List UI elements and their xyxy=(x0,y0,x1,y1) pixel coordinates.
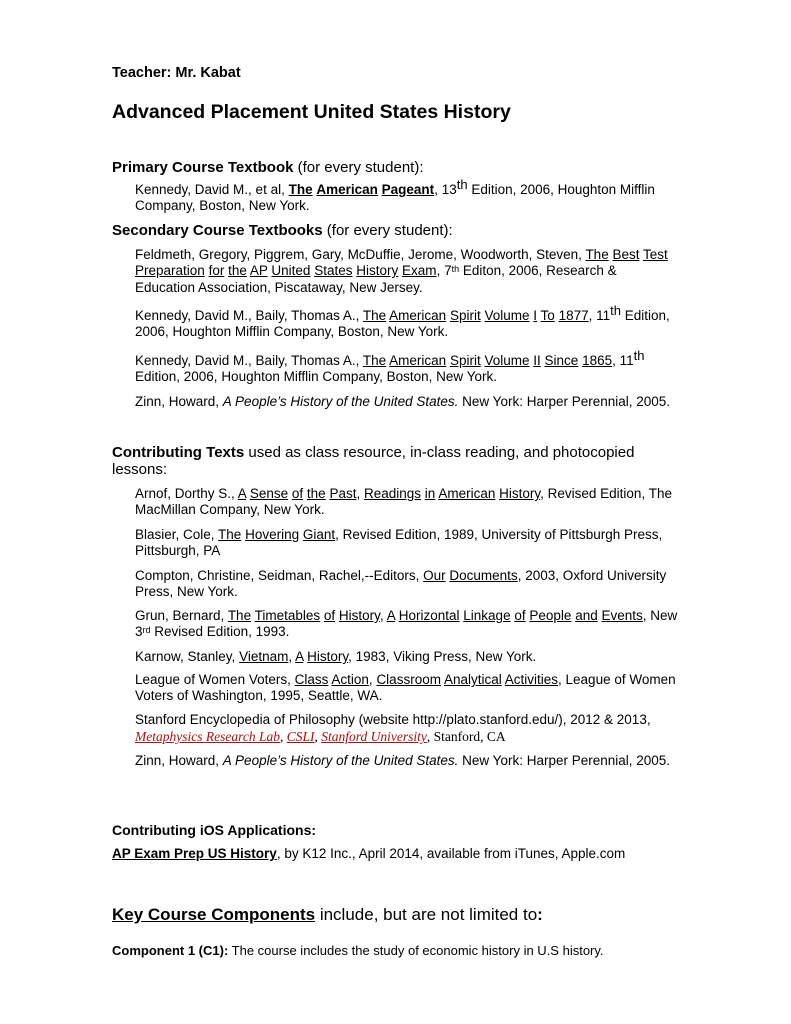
contributing-entry-6-line2: Voters of Washington, 1995, Seattle, WA. xyxy=(135,688,383,703)
primary-heading-note: (for every student): xyxy=(293,159,424,176)
contributing-heading-label: Contributing Texts xyxy=(112,444,245,461)
contributing-entry-3-line2: Press, New York. xyxy=(135,584,238,599)
title-word: United xyxy=(271,263,311,278)
contributing-entry-7-line2 xyxy=(135,729,506,745)
title-word: American xyxy=(316,182,378,197)
text: Compton, Christine, Seidman, Rachel,--Editors, xyxy=(135,568,424,583)
superscript: th xyxy=(633,348,645,363)
contributing-entry-2 xyxy=(135,527,662,543)
secondary-heading xyxy=(112,222,453,240)
text: , League of Women xyxy=(558,672,676,687)
title-word: Best xyxy=(612,247,640,262)
title-word: People xyxy=(529,608,572,623)
metaphysics-research-lab-link[interactable]: Metaphysics Research Lab xyxy=(135,729,280,744)
title-word: Readings xyxy=(363,486,422,501)
title-word: 1877 xyxy=(558,308,589,323)
title-word: The xyxy=(227,608,252,623)
title-word: the xyxy=(228,263,247,278)
title-word: Action xyxy=(331,672,369,687)
title-word: American xyxy=(389,308,447,323)
text: New York: Harper Perennial, 2005. xyxy=(458,753,671,768)
contributing-heading-note: used as class resource, in-class reading, and photocopied xyxy=(244,444,635,461)
title-word: History xyxy=(356,263,399,278)
title-word: The xyxy=(585,247,609,262)
contributing-entry-1: Arnof, Dorthy S., A Sense of the Past, Readings in American History, Revised Edition, The xyxy=(135,486,672,501)
components-heading-label: Key Course Components xyxy=(112,905,316,924)
title-word: Volume xyxy=(484,308,530,323)
title-word: of xyxy=(323,608,336,623)
text: , Stanford, CA xyxy=(426,729,506,744)
contributing-heading xyxy=(112,444,634,462)
primary-entry-1 xyxy=(135,177,655,198)
text: , 11 xyxy=(588,308,611,323)
title-word: Sense xyxy=(249,486,289,501)
text: Edition, xyxy=(620,308,670,323)
title-word: States xyxy=(314,263,353,278)
ios-entry xyxy=(112,846,625,862)
text: Grun, Bernard, xyxy=(135,608,228,623)
title-word: A xyxy=(237,486,247,501)
contributing-entry-2-line2: Pittsburgh, PA xyxy=(135,543,221,558)
title-word: To xyxy=(540,308,555,323)
contributing-heading-line2: lessons: xyxy=(112,461,168,478)
text: 3 xyxy=(135,624,143,639)
text: Arnof, Dorthy S., xyxy=(135,486,238,501)
text: Zinn, Howard, xyxy=(135,753,223,768)
contributing-entry-1-line2: MacMillan Company, New York. xyxy=(135,502,325,517)
title-word: Hovering xyxy=(245,527,300,542)
contributing-entry-4-line2 xyxy=(135,624,289,640)
secondary-entry-2 xyxy=(135,303,670,324)
secondary-entry-1 xyxy=(135,247,668,263)
text: , Revised Edition, 1989, University of Pittsburgh Press, xyxy=(335,527,663,542)
text: Kennedy, David M., et al, xyxy=(135,182,289,197)
text: , Revised Edition, The xyxy=(540,486,672,501)
text: include, but are not limited to xyxy=(315,905,538,924)
text: Kennedy, David M., Baily, Thomas A., xyxy=(135,308,363,323)
title-word: American xyxy=(438,486,496,501)
title-word: Spirit xyxy=(449,353,481,368)
title-word: Events xyxy=(601,608,643,623)
text: Zinn, Howard, xyxy=(135,394,223,409)
ios-heading: Contributing iOS Applications: xyxy=(112,822,317,838)
contributing-entry-8 xyxy=(135,753,670,769)
title-word: History xyxy=(499,486,541,501)
title-word: The xyxy=(362,308,387,323)
title-word: History xyxy=(307,649,349,664)
secondary-entry-3 xyxy=(135,348,645,369)
title-word: The xyxy=(218,527,242,542)
title-word: A xyxy=(295,649,304,664)
text: , 13 xyxy=(434,182,457,197)
title-word: Analytical xyxy=(443,672,502,687)
title-word: Classroom xyxy=(376,672,441,687)
title-word: A xyxy=(386,608,395,623)
title-word: Spirit xyxy=(449,308,481,323)
text: , by K12 Inc., April 2014, available from iTunes, Apple.com xyxy=(276,846,626,861)
title-word: Linkage xyxy=(463,608,511,623)
title-word: Giant xyxy=(302,527,336,542)
title-word: Our xyxy=(423,568,446,583)
secondary-entry-4 xyxy=(135,394,670,410)
superscript: th xyxy=(451,264,460,274)
title-word: in xyxy=(424,486,436,501)
primary-heading-label: Primary Course Textbook xyxy=(112,159,294,176)
primary-heading xyxy=(112,159,424,177)
csli-link[interactable]: CSLI xyxy=(286,729,315,744)
text: League of Women Voters, xyxy=(135,672,295,687)
text: Editon, 2006, Research & xyxy=(459,263,617,278)
title-word: Preparation xyxy=(135,263,205,278)
title-word: II xyxy=(533,353,541,368)
text: , xyxy=(314,729,322,744)
secondary-heading-note: (for every student): xyxy=(322,222,453,239)
stanford-university-link[interactable]: Stanford University xyxy=(321,729,427,744)
text: , xyxy=(279,729,287,744)
components-heading xyxy=(112,905,543,925)
teacher-line: Teacher: Mr. Kabat xyxy=(112,65,241,81)
text: Edition, 2006, Houghton Mifflin xyxy=(467,182,655,197)
contributing-entry-7: Stanford Encyclopedia of Philosophy (website http://plato.stanford.edu/), 2012 & 2013, xyxy=(135,712,651,727)
secondary-entry-1-line3: Education Association, Piscataway, New Jersey. xyxy=(135,280,423,295)
app-title: AP Exam Prep US History xyxy=(112,846,277,861)
text: Feldmeth, Gregory, Piggrem, Gary, McDuffie, Jerome, Woodworth, Steven, xyxy=(135,247,586,262)
book-title: A People’s History of the United States. xyxy=(222,394,459,409)
text: Blasier, Cole, xyxy=(135,527,219,542)
title-word: and xyxy=(575,608,598,623)
title-word: of xyxy=(514,608,526,623)
title-word: The xyxy=(288,182,313,197)
text: , 1983, Viking Press, New York. xyxy=(348,649,537,664)
superscript: th xyxy=(456,177,468,192)
title-word: Activities xyxy=(504,672,559,687)
title-word: History xyxy=(338,608,380,623)
contributing-entry-3 xyxy=(135,568,666,584)
text: , 11 xyxy=(612,353,634,368)
secondary-heading-label: Secondary Course Textbooks xyxy=(112,222,323,239)
title-word: Horizontal xyxy=(398,608,460,623)
title-word: Past xyxy=(329,486,357,501)
primary-entry-1-line2: Company, Boston, New York. xyxy=(135,198,310,213)
title-word: The xyxy=(362,353,387,368)
title-word: American xyxy=(389,353,447,368)
title-word: AP xyxy=(249,263,268,278)
title-word: Class xyxy=(294,672,329,687)
title-word: Since xyxy=(544,353,579,368)
contributing-entry-4: Grun, Bernard, The Timetables of History, A Horizontal Linkage of People and Events, New xyxy=(135,608,678,623)
component-label: Component 1 (C1): xyxy=(112,943,229,958)
title-word: Pageant xyxy=(381,182,435,197)
title-word: the xyxy=(306,486,326,501)
course-title: Advanced Placement United States History xyxy=(112,101,511,123)
title-word: 1865 xyxy=(582,353,613,368)
title-word: Volume xyxy=(484,353,530,368)
title-word: Vietnam xyxy=(239,649,289,664)
component-1 xyxy=(112,943,604,959)
secondary-entry-2-line2: 2006, Houghton Mifflin Company, Boston, New York. xyxy=(135,324,449,339)
title-word: for xyxy=(208,263,225,278)
title-word: Documents xyxy=(449,568,518,583)
text: : xyxy=(537,905,543,924)
secondary-entry-1-line2 xyxy=(135,263,617,279)
text: Kennedy, David M., Baily, Thomas A., xyxy=(135,353,363,368)
text: The course includes the study of economic history in U.S history. xyxy=(228,943,604,958)
title-word: of xyxy=(291,486,304,501)
superscript: th xyxy=(610,303,621,318)
contributing-entry-5: Karnow, Stanley, Vietnam, A History, 1983, Viking Press, New York. xyxy=(135,649,537,664)
contributing-entry-6: League of Women Voters, Class Action, Classroom Analytical Activities, League of Women xyxy=(135,672,676,687)
text: Karnow, Stanley, xyxy=(135,649,240,664)
text: , New xyxy=(642,608,678,623)
superscript: rd xyxy=(142,625,151,635)
text: , 7 xyxy=(436,263,452,278)
title-word: Test xyxy=(643,247,668,262)
text: New York: Harper Perennial, 2005. xyxy=(458,394,671,409)
title-word: Timetables xyxy=(254,608,321,623)
book-title: A People’s History of the United States. xyxy=(222,753,459,768)
text: , 2003, Oxford University xyxy=(517,568,667,583)
title-word: I xyxy=(533,308,538,323)
title-word: Exam xyxy=(402,263,437,278)
text: Revised Edition, 1993. xyxy=(150,624,290,639)
secondary-entry-3-line2: Edition, 2006, Houghton Mifflin Company, Boston, New York. xyxy=(135,369,497,384)
